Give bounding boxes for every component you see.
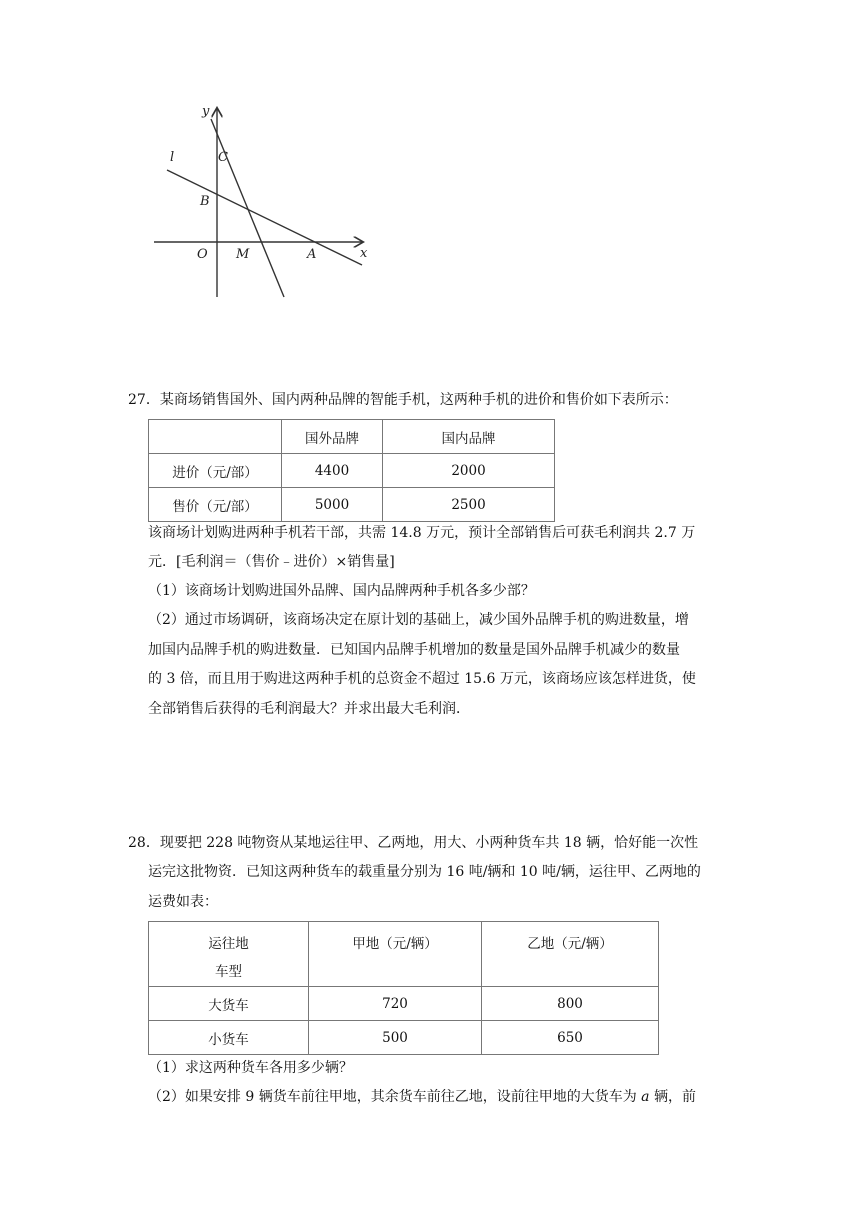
table-cell: 650 bbox=[482, 1021, 659, 1055]
label-l: l bbox=[170, 150, 175, 165]
q27-text-2: 元．[毛利润＝（售价﹣进价）×销售量] bbox=[148, 554, 395, 570]
table-row bbox=[149, 454, 555, 488]
table-header: 乙地（元/辆） bbox=[482, 922, 659, 987]
table-row bbox=[149, 488, 555, 522]
q28-table bbox=[148, 921, 659, 1055]
table-row bbox=[149, 987, 659, 1021]
q28-line-3: 运费如表： bbox=[148, 894, 218, 910]
variable-a: a bbox=[641, 1089, 650, 1105]
table-corner-cell bbox=[149, 922, 309, 987]
table-row bbox=[149, 420, 555, 454]
q28-part-2-pre: （2）如果安排 9 辆货车前往甲地，其余货车前往乙地，设前往甲地的大货车为 bbox=[148, 1089, 637, 1105]
table-cell: 大货车 bbox=[149, 987, 309, 1021]
table-header: 国内品牌 bbox=[383, 420, 555, 454]
q27-part-2-line-4: 全部销售后获得的毛利润最大？并求出最大毛利润． bbox=[148, 701, 470, 717]
q28-part-1: （1）求这两种货车各用多少辆？ bbox=[148, 1060, 353, 1076]
label-b: B bbox=[200, 194, 210, 209]
table-row bbox=[149, 922, 659, 987]
table-cell: 2500 bbox=[383, 488, 555, 522]
q28-line-1: 28．现要把 228 吨物资从某地运往甲、乙两地，用大、小两种货车共 18 辆，恰好能一次性 bbox=[128, 835, 699, 851]
label-c: C bbox=[218, 150, 228, 165]
table-cell: 5000 bbox=[282, 488, 383, 522]
q27-part-2-line-1: （2）通过市场调研，该商场决定在原计划的基础上，减少国外品牌手机的购进数量，增 bbox=[148, 612, 689, 628]
table-cell bbox=[149, 420, 282, 454]
label-o: O bbox=[197, 247, 208, 262]
table-cell: 2000 bbox=[383, 454, 555, 488]
coordinate-diagram bbox=[140, 95, 380, 305]
q27-part-2-line-3: 的 3 倍，而且用于购进这两种手机的总资金不超过 15.6 万元，该商场应该怎样进货，使 bbox=[148, 671, 696, 687]
line-cm bbox=[211, 119, 284, 297]
q27-table bbox=[148, 419, 555, 522]
table-cell: 售价（元/部） bbox=[149, 488, 282, 522]
label-y: y bbox=[202, 104, 210, 119]
table-cell: 小货车 bbox=[149, 1021, 309, 1055]
q27-part-2-line-2: 加国内品牌手机的购进数量．已知国内品牌手机增加的数量是国外品牌手机减少的数量 bbox=[148, 642, 680, 658]
table-row bbox=[149, 1021, 659, 1055]
q27-part-1: （1）该商场计划购进国外品牌、国内品牌两种手机各多少部？ bbox=[148, 583, 535, 599]
label-x: x bbox=[360, 246, 368, 261]
corner-top-label: 运往地 bbox=[208, 936, 249, 952]
table-cell: 进价（元/部） bbox=[149, 454, 282, 488]
corner-bottom-label: 车型 bbox=[215, 964, 242, 980]
label-a: A bbox=[307, 247, 317, 262]
q28-line-2: 运完这批物资．已知这两种货车的载重量分别为 16 吨/辆和 10 吨/辆，运往甲、乙两地的 bbox=[148, 864, 701, 880]
label-m: M bbox=[236, 247, 250, 262]
table-header: 甲地（元/辆） bbox=[309, 922, 482, 987]
q27-intro: 27．某商场销售国外、国内两种品牌的智能手机，这两种手机的进价和售价如下表所示： bbox=[128, 392, 678, 408]
table-cell: 500 bbox=[309, 1021, 482, 1055]
table-cell: 720 bbox=[309, 987, 482, 1021]
table-header: 国外品牌 bbox=[282, 420, 383, 454]
q28-part-2 bbox=[148, 1087, 696, 1107]
q28-part-2-post: 辆，前 bbox=[653, 1089, 696, 1105]
table-cell: 4400 bbox=[282, 454, 383, 488]
table-cell: 800 bbox=[482, 987, 659, 1021]
q27-text-1: 该商场计划购进两种手机若干部，共需 14.8 万元，预计全部销售后可获毛利润共 2.7 万 bbox=[148, 525, 696, 541]
